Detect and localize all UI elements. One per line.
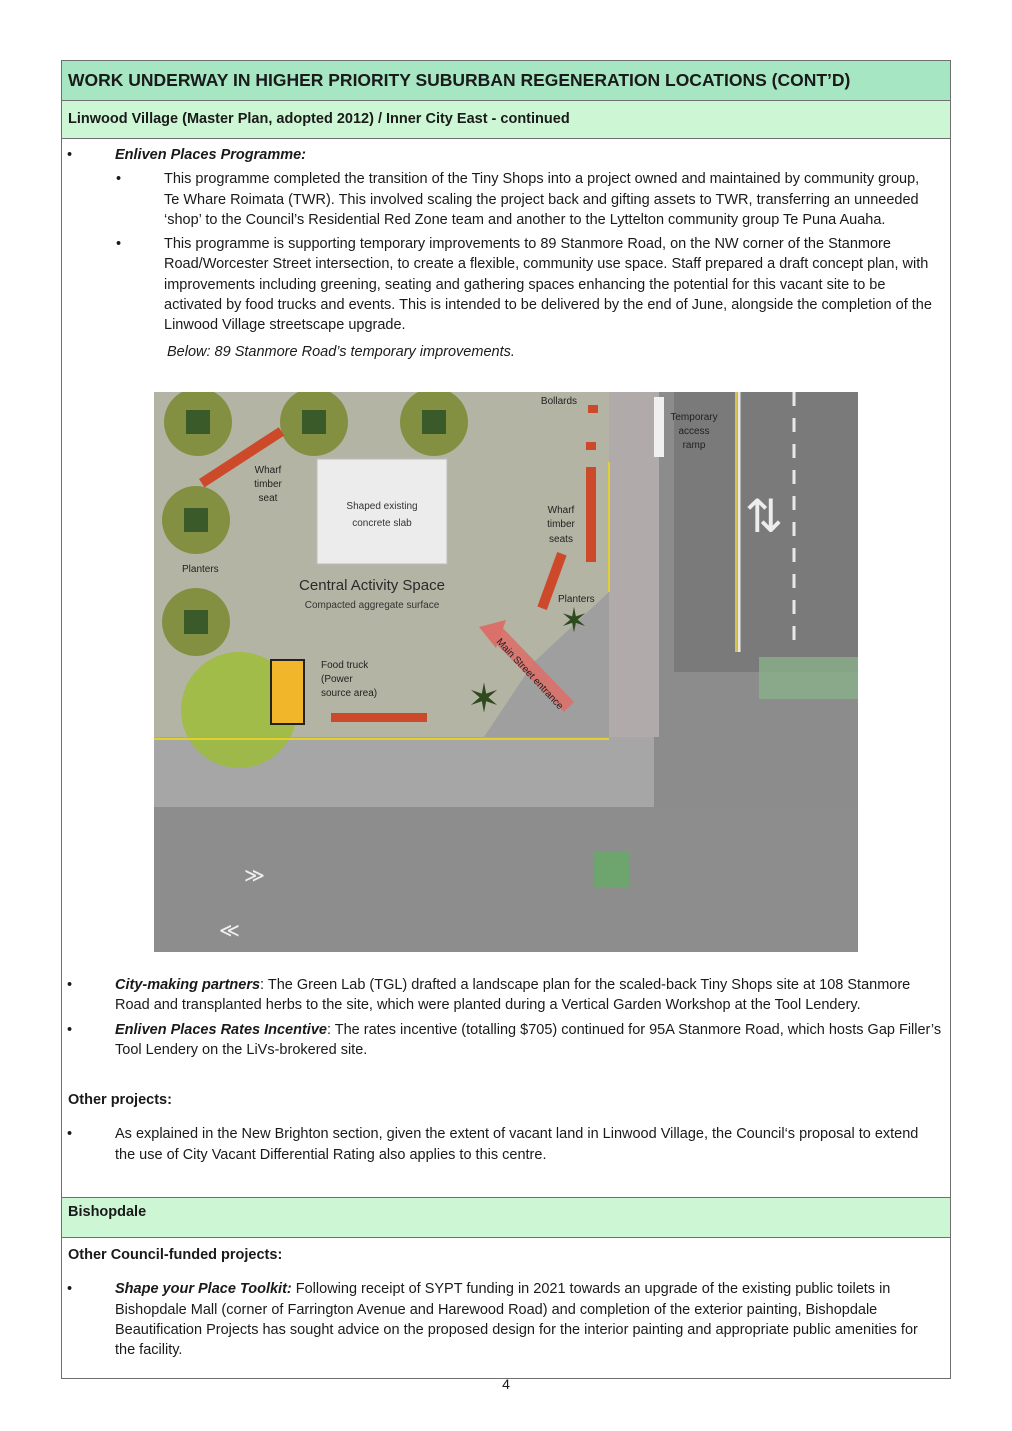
cycle-lane [759,657,858,699]
city-making-bullet [68,975,942,1016]
bullet-icon: • [67,1281,73,1298]
rates-label: Enliven Places Rates Incentive [115,1021,327,1038]
entrance-label: Main Street entrance [493,636,566,712]
cycle-box [594,852,629,887]
cycle-marking-icon: ≪ [219,920,240,942]
ramp-label: Temporary [670,412,718,423]
access-ramp [654,397,664,457]
bollard-marker [586,442,596,450]
food-truck-label: Food truck [321,660,369,671]
other-bullet [68,1124,942,1165]
enliven-bullet [62,145,950,165]
seat-label: seat [258,493,278,504]
sypt-text: Following receipt of SYPT funding in 2021 towards an upgrade of the existing public toilets in Bishopdale Mall (corner of Farrington Avenue and Harewood Road) and completion of the exterior painting, Bishopdale Beautification Projects has sought advice on the proposed design for the interior painting and appropriate public amenities for the facility. [115,1281,918,1359]
enliven-item-text: This programme completed the transition of the Tiny Shops into a project owned and maintained by community group, Te Whare Roimata (TWR). This involved scaling the project back and gifting assets to TWR, transferring an unneeded ‘shop’ to the Council’s Residential Red Zone team and another to the Lyttelton community group Te Puna Auaha. [164,171,920,228]
other-text: As explained in the New Brighton section, given the extent of vacant land in Linwood Village, the Council‘s proposal to extend the use of City Vacant Differential Rating also applies to this centre. [115,1126,919,1163]
bishopdale-body [62,1238,950,1378]
food-truck-label: source area) [321,688,378,699]
bullet-icon: • [116,236,122,253]
bollards-label: Bollards [540,396,578,407]
timber-seat [331,713,427,722]
arrow-marking-icon: ⇅ [744,490,784,542]
rates-text: : The rates incentive (totalling $705) continued for 95A Stanmore Road, which hosts Gap Filler’s Tool Lendery on the LiVs-brokered site. [115,1021,942,1058]
planter-box [302,410,326,434]
page-number: 4 [502,1376,510,1392]
bullet-icon: • [116,171,122,188]
planters-label: Planters [182,564,219,575]
palm-planter-icon: ✶ [467,677,501,721]
figure-caption: Below: 89 Stanmore Road’s temporary improvements. [167,343,515,360]
surface-label: Compacted aggregate surface [304,600,440,611]
bullet-icon: • [67,977,73,993]
bishopdale-subheading: Other Council-funded projects: [68,1247,283,1263]
sypt-label: Shape your Place Toolkit: [115,1281,292,1298]
lower-linwood [68,975,942,1165]
city-making-label: City-making partners [115,977,261,993]
planters-label: Planters [558,594,595,605]
bishopdale-heading: Bishopdale [62,1197,950,1238]
planter-box [184,508,208,532]
seats-label: Wharf [547,505,575,516]
seats-label: timber [547,519,575,530]
enliven-item-text: This programme is supporting temporary improvements to 89 Stanmore Road, on the NW corner of the Stanmore Road/Worcester Street intersection, to create a flexible, community use space. Staff prepared a draft concept plan, with improvements including greening, seating and gathering spaces enhancing the potential for this vacant site to be activated by food trucks and events. This is intended to be delivered by the end of June, alongside the completion of the Linwood Village streetscape upgrade. [164,236,932,334]
planter-box [422,410,446,434]
food-truck-area [271,660,304,724]
footpath-east [609,392,659,737]
other-projects-heading: Other projects: [68,1092,172,1109]
bollard-marker [588,405,598,413]
planter-box [184,610,208,634]
ramp-label: access [678,426,710,437]
bullet-icon: • [67,147,73,163]
slab-label: Shaped existing [346,501,418,512]
cycle-marking-icon: ≫ [244,865,265,887]
timber-seat [586,467,596,562]
palm-planter-icon: ✶ [559,602,589,640]
seats-label: seats [549,534,573,545]
site-plan-image [154,392,858,952]
slab-label: concrete slab [352,518,412,529]
seat-label: timber [254,479,282,490]
linwood-heading: Linwood Village (Master Plan, adopted 2012) / Inner City East - continued [62,101,950,139]
seat-label: Wharf [254,465,282,476]
city-making-text: : The Green Lab (TGL) drafted a landscape plan for the scaled-back Tiny Shops site at 108 Stanmore Road and transplanted herbs to the site, which were planted during a Vertical Garden Workshop at the Tool Lendery. [115,977,911,1014]
ramp-label: ramp [682,440,706,451]
bullet-icon: • [67,1021,73,1038]
enliven-heading: Enliven Places Programme: [115,147,306,163]
bullet-icon: • [67,1126,73,1143]
sypt-bullet [68,1279,942,1360]
enliven-item [62,234,950,335]
section-title: WORK UNDERWAY IN HIGHER PRIORITY SUBURBAN REGENERATION LOCATIONS (CONT’D) [62,61,950,101]
planter-box [186,410,210,434]
food-truck-label: (Power [321,674,353,685]
central-space-label: Central Activity Space [299,577,445,594]
enliven-item [62,169,950,230]
rates-bullet [68,1020,942,1061]
